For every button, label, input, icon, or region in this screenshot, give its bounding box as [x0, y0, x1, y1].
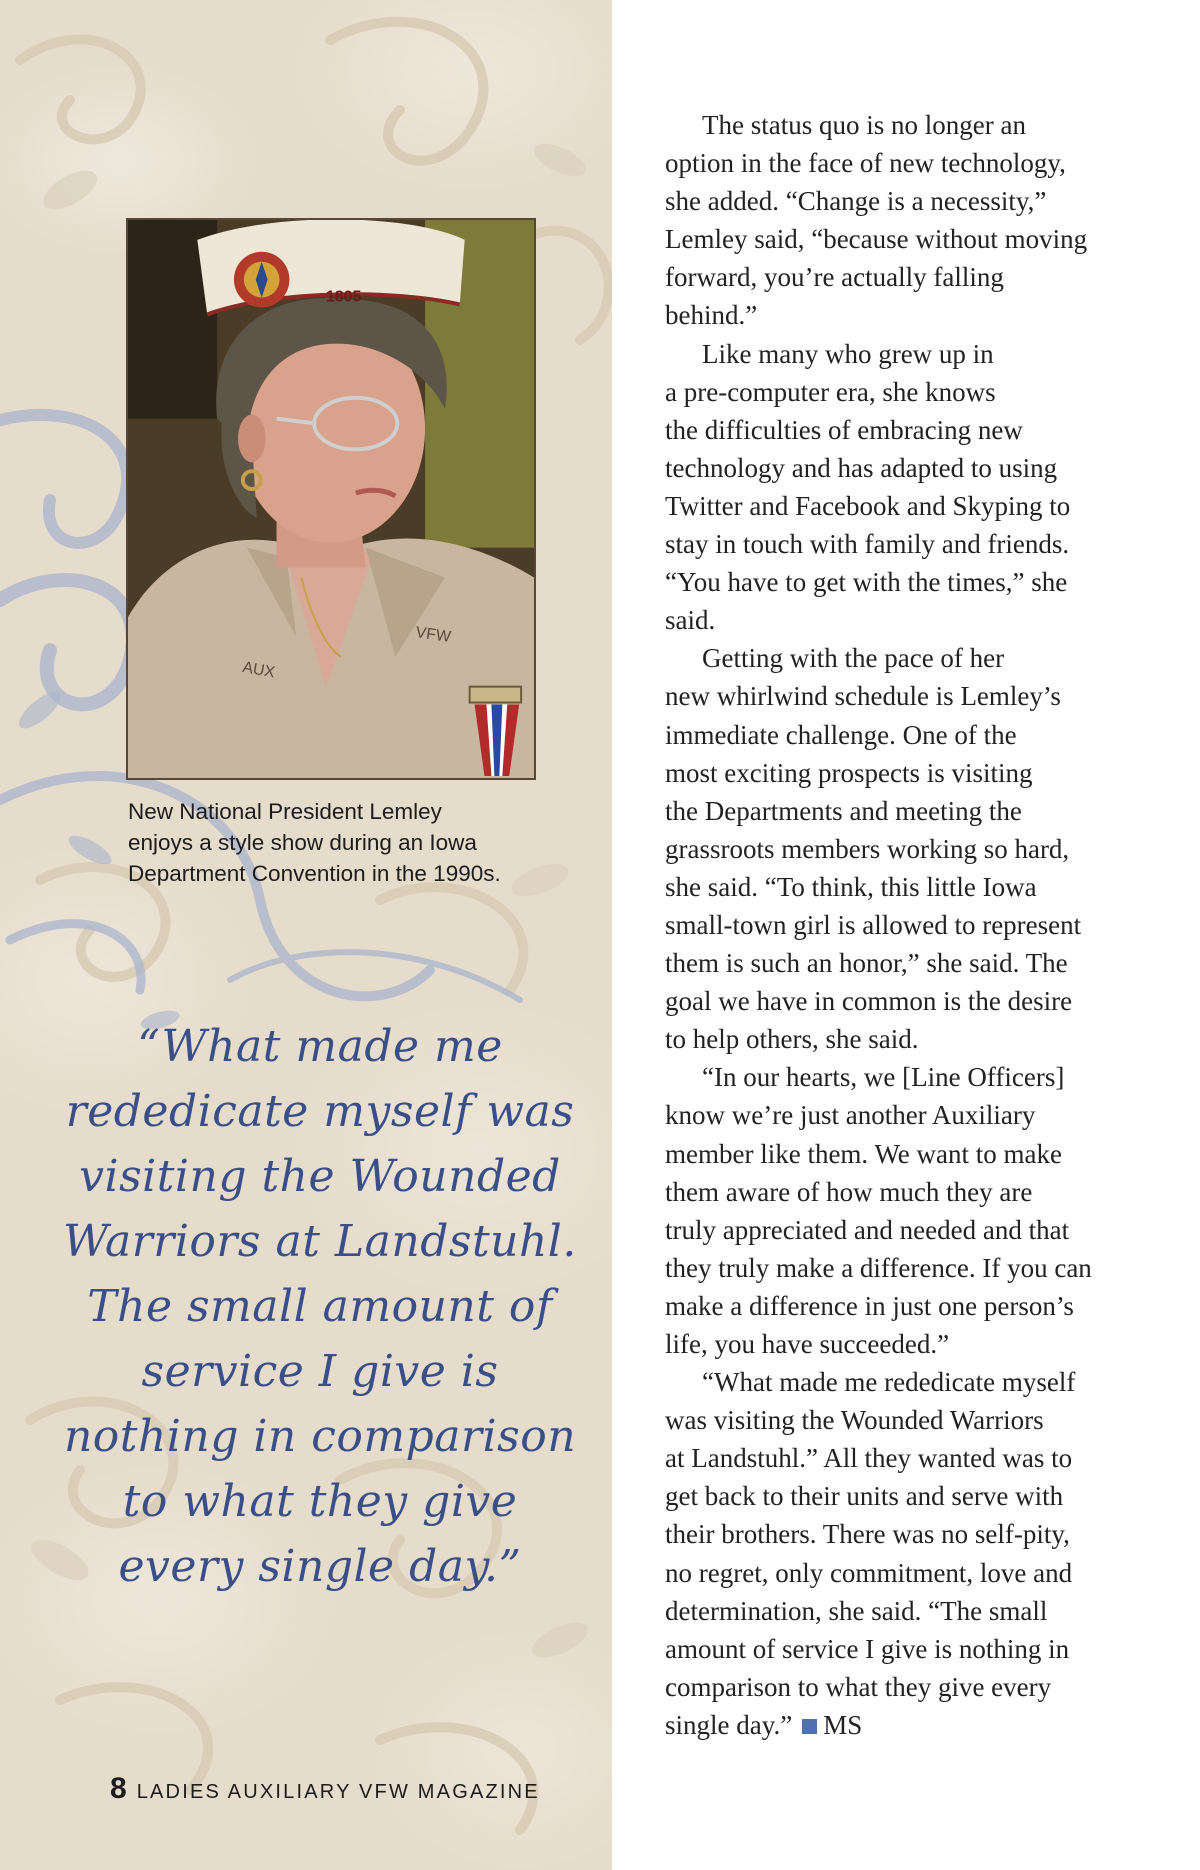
article-line: them aware of how much they are — [665, 1176, 1033, 1207]
article-last-line — [665, 1706, 1185, 1744]
article-line: new whirlwind schedule is Lemley’s — [665, 681, 1061, 712]
uniform-aux-badge: AUX — [241, 658, 277, 682]
end-mark-square-icon — [802, 1719, 817, 1734]
article-line: they truly make a difference. If you can — [665, 1252, 1092, 1283]
article-line: immediate challenge. One of the — [665, 719, 1017, 750]
article-line: comparison to what they give every — [665, 1671, 1052, 1702]
article-line: them is such an honor,” she said. The — [665, 948, 1068, 979]
pull-quote-line: to what they give — [122, 1476, 518, 1527]
article-line: goal we have in common is the desire — [665, 986, 1073, 1017]
author-initials: MS — [823, 1709, 863, 1740]
article-line: no regret, only commitment, love and — [665, 1557, 1073, 1588]
article-line: “You have to get with the times,” she — [665, 567, 1068, 598]
article-line: Lemley said, “because without moving — [665, 224, 1088, 255]
pull-quote-line: Warriors at Landstuhl. — [63, 1216, 577, 1267]
article-line: technology and has adapted to using — [665, 452, 1058, 483]
article-line: a pre-computer era, she knows — [665, 376, 996, 407]
article-line: said. — [665, 605, 716, 636]
pull-quote-line: nothing in comparison — [63, 1411, 577, 1462]
article-line: truly appreciated and needed and that — [665, 1214, 1070, 1245]
magazine-title: LADIES AUXILIARY VFW MAGAZINE — [136, 1781, 540, 1803]
pull-quote-line: every single day.” — [118, 1541, 522, 1592]
article-line: determination, she said. “The small — [665, 1595, 1048, 1626]
pull-quote-line: visiting the Wounded — [79, 1151, 561, 1202]
page-footer — [110, 1772, 540, 1806]
article-line: the Departments and meeting the — [665, 795, 1022, 826]
pull-quote-line: rededicate myself was — [65, 1086, 575, 1137]
caption-line: Department Convention in the 1990s. — [128, 861, 501, 886]
article-line: “What made me rededicate myself — [702, 1367, 1076, 1398]
pull-quote — [40, 1014, 600, 1599]
pull-quote-line: The small amount of — [87, 1281, 553, 1332]
article-line: at Landstuhl.” All they wanted was to — [665, 1443, 1073, 1474]
article-line: get back to their units and serve with — [665, 1481, 1064, 1512]
article-line: the difficulties of embracing new — [665, 414, 1023, 445]
article-line: The status quo is no longer an — [702, 110, 1026, 140]
article-line: single day.” — [665, 1709, 793, 1740]
article-body — [665, 106, 1185, 1744]
article-line: small-town girl is allowed to represent — [665, 909, 1082, 940]
article-line: make a difference in just one person’s — [665, 1290, 1074, 1321]
article-line: behind.” — [665, 300, 758, 331]
article-line: option in the face of new technology, — [665, 148, 1066, 179]
cap-number: 1805 — [326, 288, 362, 306]
article-line: know we’re just another Auxiliary — [665, 1100, 1036, 1131]
article-line: member like them. We want to make — [665, 1138, 1062, 1169]
article-line: she said. “To think, this little Iowa — [665, 871, 1037, 902]
article-line: Like many who grew up in — [702, 338, 994, 369]
article-line: forward, you’re actually falling — [665, 262, 1004, 293]
article-line: was visiting the Wounded Warriors — [665, 1405, 1044, 1436]
article-line: grassroots members working so hard, — [665, 833, 1070, 864]
portrait-photo — [126, 218, 536, 780]
article-line: Getting with the pace of her — [702, 643, 1005, 674]
article-line: to help others, she said. — [665, 1024, 919, 1055]
article-line: life, you have succeeded.” — [665, 1329, 950, 1359]
article-line: amount of service I give is nothing in — [665, 1633, 1070, 1664]
article-line: she added. “Change is a necessity,” — [665, 186, 1047, 217]
article-line: stay in touch with family and friends. — [665, 529, 1070, 560]
pull-quote-line: service I give is — [141, 1346, 499, 1397]
pull-quote-line: “What made me — [137, 1021, 503, 1072]
article-line: “In our hearts, we [Line Officers] — [702, 1062, 1065, 1093]
article-line: Twitter and Facebook and Skyping to — [665, 490, 1071, 521]
caption-line: New National President Lemley — [128, 799, 442, 824]
page-number: 8 — [110, 1772, 127, 1805]
uniform-vfw-badge: VFW — [414, 624, 452, 646]
photo-caption — [128, 796, 568, 889]
caption-line: enjoys a style show during an Iowa — [128, 830, 477, 855]
article-line: most exciting prospects is visiting — [665, 757, 1033, 788]
article-line: their brothers. There was no self-pity, — [665, 1519, 1070, 1550]
